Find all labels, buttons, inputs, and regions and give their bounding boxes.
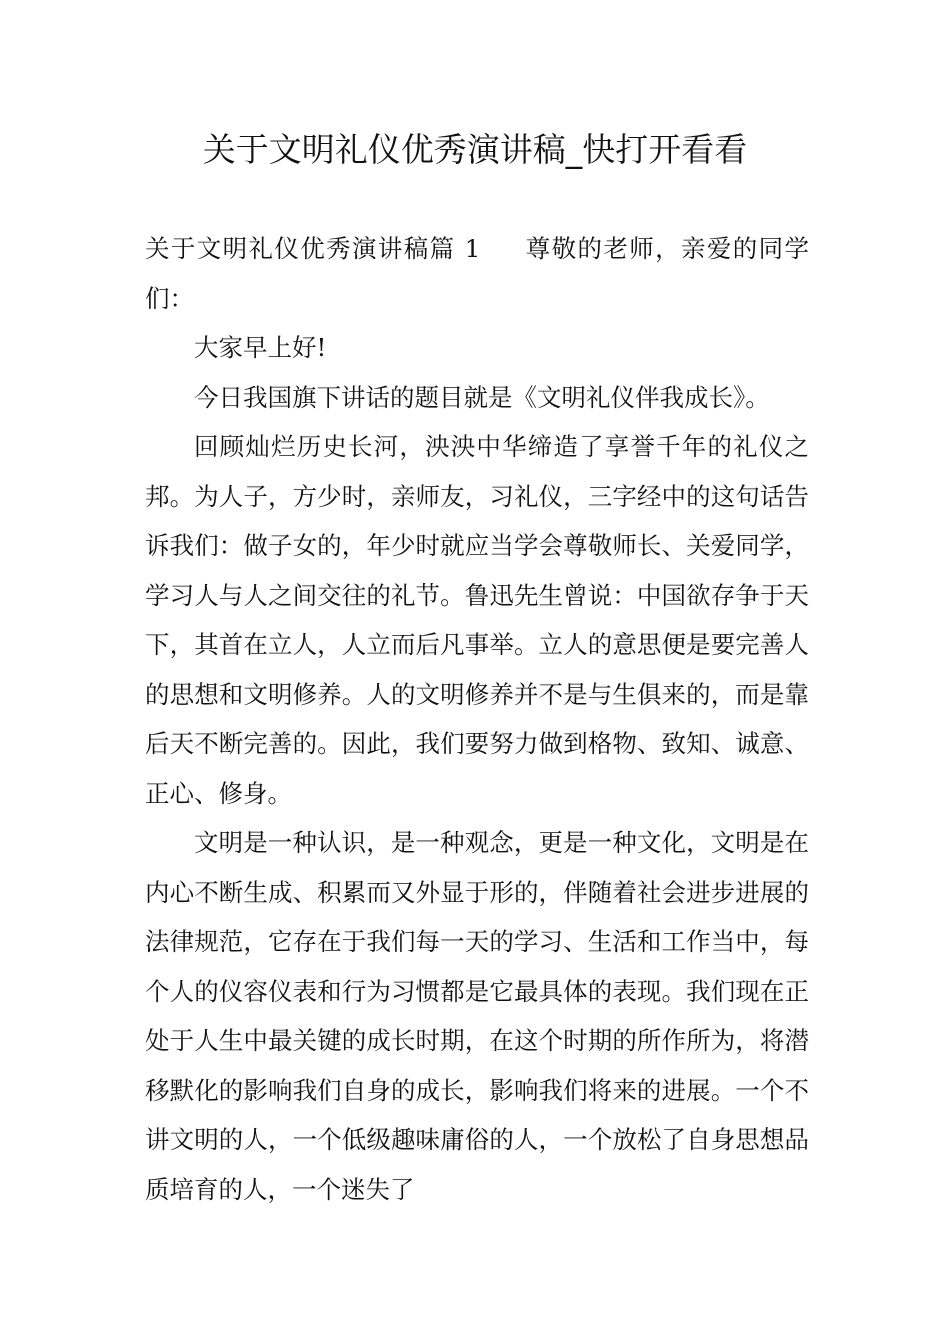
salutation: 尊敬的老师，亲爱的同学们： <box>145 234 810 313</box>
paragraph: 回顾灿烂历史长河，泱泱中华缔造了享誉千年的礼仪之邦。为人子，方少时，亲师友，习礼仪，三字经中的这句话告诉我们：做子女的，年少时就应当学会尊敬师长、关爱同学，学习人与人之间交往的礼节。鲁迅先生曾说：中国欲存争于天下，其首在立人，人立而后凡事举。立人的意思便是要完善人的思想和文明修养。人的文明修养并不是与生俱来的，而是靠后天不断完善的。因此，我们要努力做到格物、致知、诚意、正心、修身。 <box>145 432 809 808</box>
paragraph: 文明是一种认识，是一种观念，更是一种文化，文明是在内心不断生成、积累而又外显于形的，伴随着社会进步进展的法律规范，它存在于我们每一天的学习、生活和工作当中，每个人的仪容仪表和行为习惯都是它最具体的表现。我们现在正处于人生中最关键的成长时期，在这个时期的所作所为，将潜移默化的影响我们自身的成长，影响我们将来的进展。一个不讲文明的人，一个低级趣味庸俗的人，一个放松了自身思想品质培育的人，一个迷失了 <box>145 828 809 1204</box>
paragraph: 大家早上好! <box>194 333 327 362</box>
section-heading: 关于文明礼仪优秀演讲稿篇 1 <box>145 234 481 263</box>
paragraph: 今日我国旗下讲话的题目就是《文明礼仪伴我成长》。 <box>194 382 770 412</box>
document-title: 关于文明礼仪优秀演讲稿_快打开看看 <box>202 130 748 169</box>
document-body <box>145 224 809 1214</box>
opening-line <box>145 224 809 323</box>
